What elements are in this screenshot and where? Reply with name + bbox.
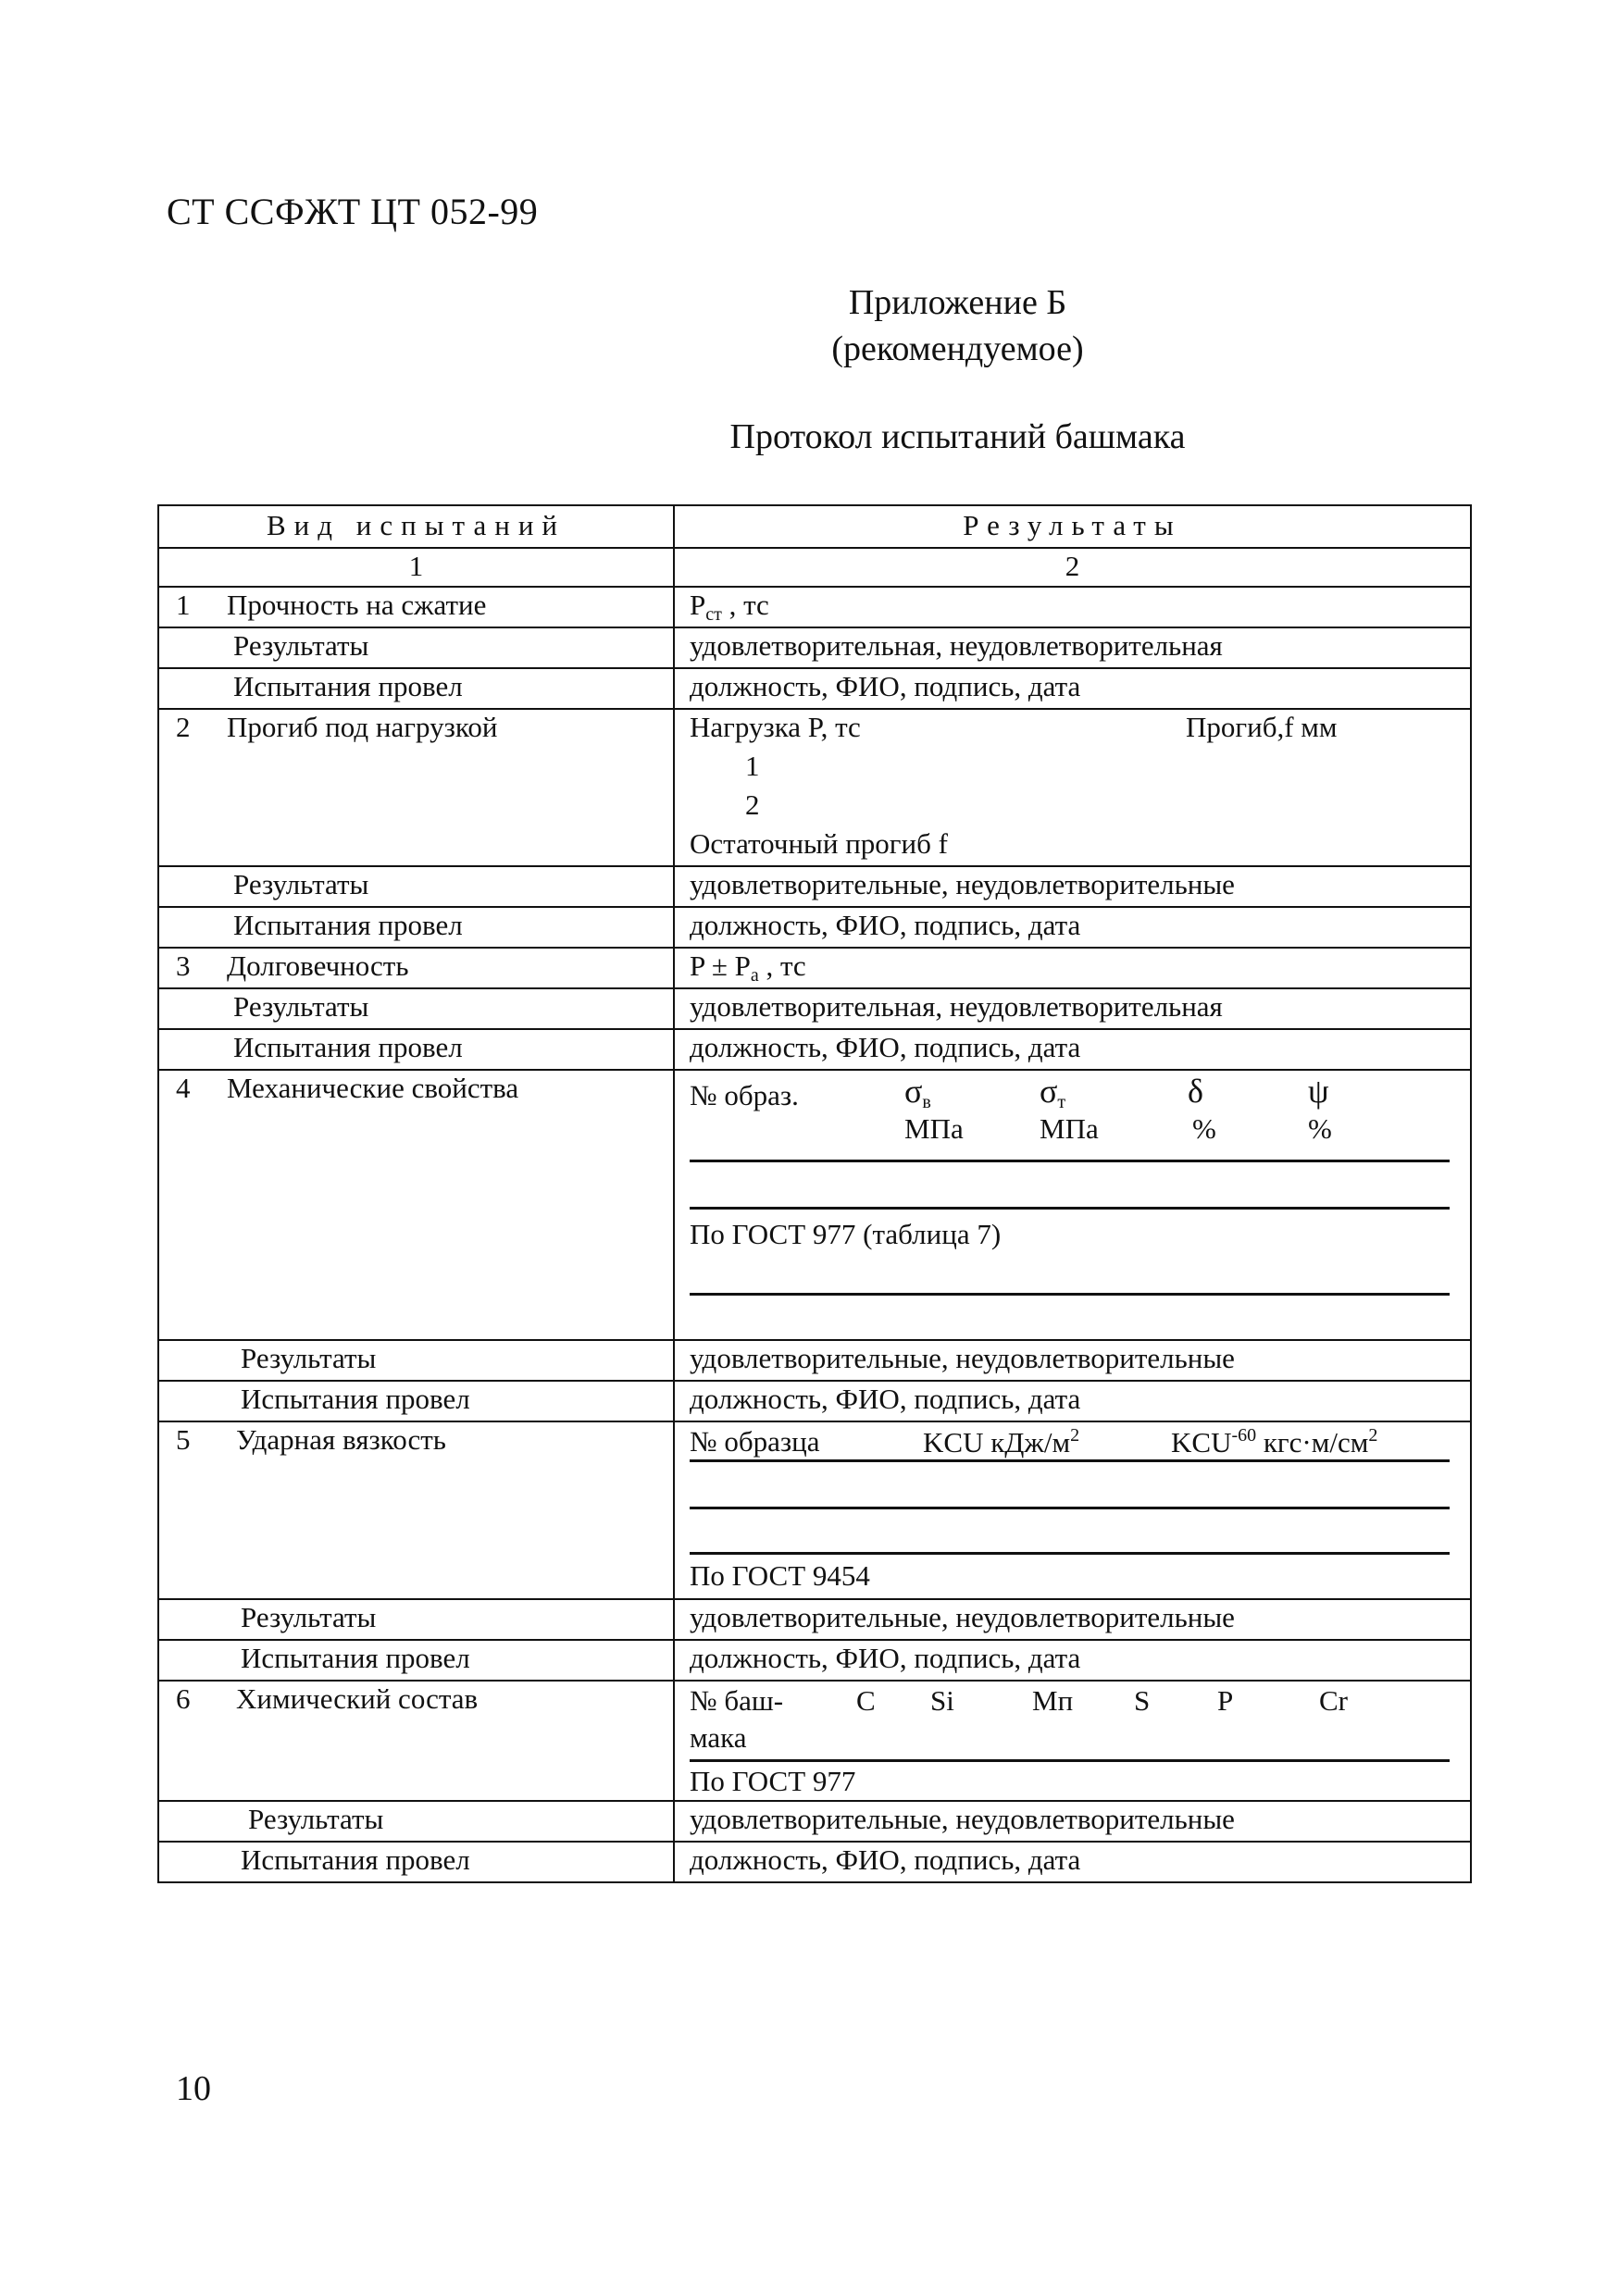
value-subscript: ст (705, 604, 722, 625)
header-row (158, 505, 1471, 548)
results-label: Результаты (233, 990, 369, 1023)
sigma-t-symbol: σт (1040, 1073, 1066, 1112)
section-name-cell (158, 948, 674, 988)
section-number: 3 (176, 949, 191, 982)
section-number: 2 (176, 711, 191, 743)
section-value-cell (674, 1070, 1471, 1340)
element-mn: Mп (1032, 1684, 1074, 1717)
results-value: удовлетворительные, неудовлетворительные (674, 1599, 1471, 1640)
tested-by-row (158, 1029, 1471, 1070)
column-number-row (158, 548, 1471, 587)
results-value: удовлетворительные, неудовлетворительные (674, 866, 1471, 907)
sample-label: № образ. (690, 1079, 799, 1111)
sigma-b-symbol: σв (904, 1073, 931, 1112)
element-c: C (856, 1684, 876, 1717)
value-subscript: a (750, 965, 759, 986)
section-number: 6 (176, 1682, 191, 1715)
residual-deflection-label: Остаточный прогиб f (690, 827, 948, 860)
section-row (158, 587, 1471, 627)
column-number-1: 1 (158, 548, 674, 587)
results-row (158, 866, 1471, 907)
page-number: 10 (176, 2069, 211, 2108)
deflection-label: Прогиб,f мм (1186, 711, 1338, 743)
entry-rule (690, 1160, 1450, 1162)
tested-by-row (158, 668, 1471, 709)
kcu-label: KCU кДж/$м^2$ (923, 1425, 1080, 1458)
section-name-cell (158, 1681, 674, 1801)
tested-by-label: Испытания провел (241, 1642, 470, 1674)
results-label: Результаты (241, 1342, 377, 1374)
tested-by-label: Испытания провел (233, 1031, 463, 1063)
section-row (158, 1070, 1471, 1340)
document-code: СТ ССФЖТ ЦТ 052-99 (167, 191, 539, 232)
element-cr: Cr (1319, 1684, 1348, 1717)
results-row (158, 627, 1471, 668)
results-value: удовлетворительная, неудовлетворительная (674, 627, 1471, 668)
sample-label-line2: мака (690, 1721, 747, 1754)
element-p: P (1217, 1684, 1234, 1717)
delta-symbol: δ (1188, 1073, 1203, 1110)
entry-rule (690, 1552, 1450, 1555)
signature-value: должность, ФИО, подпись, дата (674, 1842, 1471, 1882)
tested-by-row (158, 1842, 1471, 1882)
results-value: удовлетворительные, неудовлетворительные (674, 1340, 1471, 1381)
measurement-line-2: 2 (745, 788, 760, 821)
section-name: Долговечность (227, 949, 409, 982)
column-number-2: 2 (674, 548, 1471, 587)
section-name-cell (158, 587, 674, 627)
results-label: Результаты (233, 629, 369, 662)
section-row (158, 948, 1471, 988)
mechanical-header (690, 1071, 1459, 1148)
section-name: Механические свойства (227, 1072, 519, 1104)
value-unit: , тс (721, 589, 769, 621)
section-name-cell (158, 709, 674, 866)
sample-label: № образца (690, 1425, 820, 1458)
section-name-cell (158, 1070, 674, 1340)
section-value-cell (674, 709, 1471, 866)
section-row (158, 1681, 1471, 1801)
standard-label: По ГОСТ 977 (690, 1765, 856, 1797)
section-value-cell (674, 1681, 1471, 1801)
tested-by-label: Испытания провел (233, 909, 463, 941)
psi-symbol: ψ (1308, 1073, 1329, 1110)
section-name: Прогиб под нагрузкой (227, 711, 498, 743)
appendix-subtitle: (рекомендуемое) (831, 329, 1084, 368)
section-row (158, 709, 1471, 866)
tested-by-label: Испытания провел (241, 1383, 470, 1415)
entry-rule (690, 1207, 1450, 1210)
section-name: Прочность на сжатие (227, 589, 487, 621)
section-number: 1 (176, 589, 191, 621)
results-value: удовлетворительные, неудовлетворительные (674, 1801, 1471, 1842)
tested-by-row (158, 907, 1471, 948)
element-s: S (1134, 1684, 1151, 1717)
results-row (158, 988, 1471, 1029)
results-row (158, 1340, 1471, 1381)
section-value-cell (674, 587, 1471, 627)
signature-value: должность, ФИО, подпись, дата (674, 1381, 1471, 1421)
results-row (158, 1599, 1471, 1640)
section-name: Химический состав (236, 1682, 479, 1715)
element-si: Si (930, 1684, 954, 1717)
signature-value: должность, ФИО, подпись, дата (674, 668, 1471, 709)
header-results: Результаты (674, 505, 1471, 548)
results-value: удовлетворительная, неудовлетворительная (674, 988, 1471, 1029)
protocol-table (157, 504, 1472, 1883)
value-main: P ± P (690, 949, 751, 982)
entry-rule (690, 1293, 1450, 1296)
section-number: 4 (176, 1072, 191, 1104)
entry-rule (690, 1507, 1450, 1509)
section-value-cell (674, 1421, 1471, 1599)
chemical-header (690, 1682, 1459, 1759)
results-label: Результаты (241, 1601, 377, 1633)
tested-by-row (158, 1381, 1471, 1421)
value-main: P (690, 589, 706, 621)
measurement-line-1: 1 (745, 750, 760, 782)
section-name-cell (158, 1421, 674, 1599)
tested-by-label: Испытания провел (241, 1843, 470, 1876)
tested-by-row (158, 1640, 1471, 1681)
standard-label: По ГОСТ 977 (таблица 7) (690, 1218, 1002, 1250)
sample-label-line1: № баш- (690, 1684, 784, 1717)
unit-mpa: МПа (1040, 1112, 1099, 1145)
header-test-type: Вид испытаний (158, 505, 674, 548)
value-unit: , тс (758, 949, 806, 982)
unit-mpa: МПа (904, 1112, 964, 1145)
appendix-title: Приложение Б (848, 283, 1067, 322)
section-row (158, 1421, 1471, 1599)
results-label: Результаты (248, 1803, 384, 1835)
tested-by-label: Испытания провел (233, 670, 463, 702)
unit-percent: % (1308, 1112, 1332, 1145)
standard-label: По ГОСТ 9454 (690, 1559, 870, 1592)
section-value-cell (674, 948, 1471, 988)
section-name: Ударная вязкость (236, 1423, 446, 1456)
impact-header (690, 1422, 1459, 1459)
signature-value: должность, ФИО, подпись, дата (674, 1029, 1471, 1070)
section-number: 5 (176, 1423, 191, 1456)
results-label: Результаты (233, 868, 369, 900)
unit-percent: % (1192, 1112, 1216, 1145)
signature-value: должность, ФИО, подпись, дата (674, 907, 1471, 948)
load-label: Нагрузка P, тс (690, 711, 861, 743)
results-row (158, 1801, 1471, 1842)
signature-value: должность, ФИО, подпись, дата (674, 1640, 1471, 1681)
protocol-title: Протокол испытаний башмака (729, 417, 1186, 456)
kcu60-label: $KCU^{-60}$ $кгс\cdot м/см^2$ (1171, 1425, 1378, 1458)
